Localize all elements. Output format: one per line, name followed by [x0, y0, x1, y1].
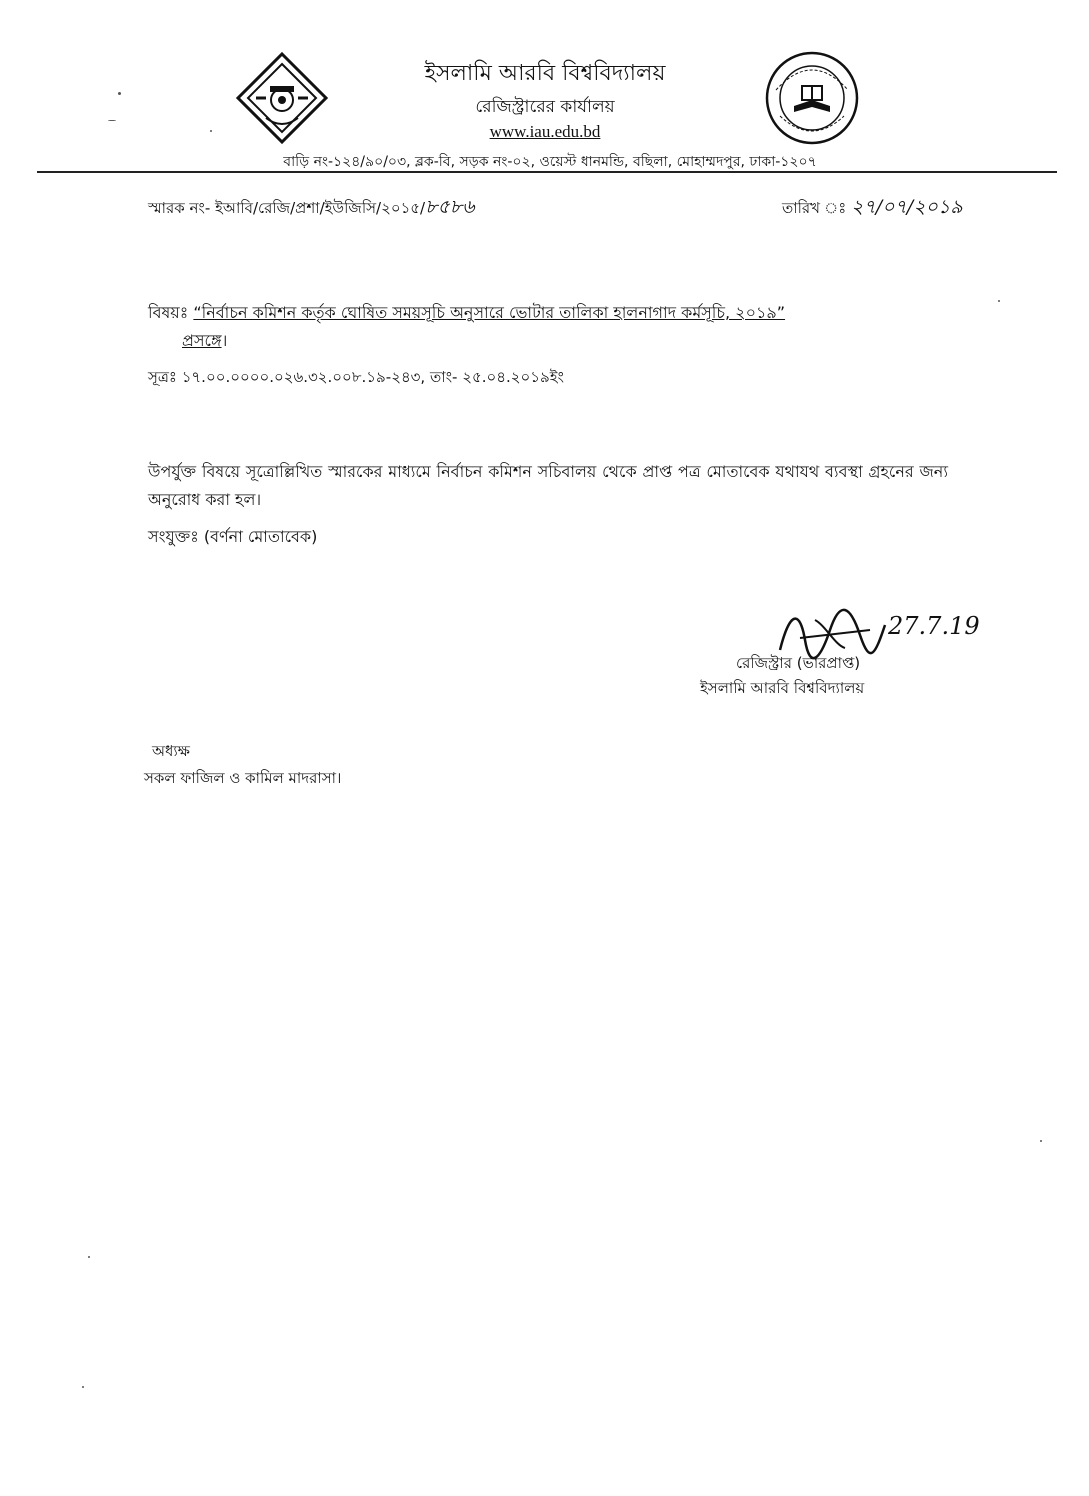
subject-suffix: প্রসঙ্গে [182, 331, 222, 350]
subject-label: বিষয়ঃ [148, 303, 189, 322]
date-handwritten-value: ২৭/০৭/২০১৯ [850, 196, 963, 218]
subject-continuation [182, 328, 227, 355]
scan-speck [88, 1256, 90, 1258]
scan-speck [210, 130, 212, 132]
memo-number [148, 193, 474, 225]
signatory-organization: ইসলামি আরবি বিশ্ববিদ্যালয় [700, 679, 865, 697]
signature-date: 27.7.19 [888, 612, 980, 640]
letter-date [782, 193, 963, 225]
university-name: ইসলামি আরবি বিশ্ববিদ্যালয় [424, 61, 666, 86]
header-divider [37, 171, 1057, 173]
scan-speck [108, 120, 116, 121]
recipient-title: অধ্যক্ষ [152, 742, 190, 760]
subject-text: “নির্বাচন কমিশন কর্তৃক ঘোষিত সময়সূচি অনুসারে ভোটার তালিকা হালনাগাদ কর্মসূচি, ২০১৯” [193, 303, 786, 322]
mujib-borsho-seal-icon [764, 50, 860, 146]
address-line: বাড়ি নং-১২৪/৯০/০৩, ব্লক-বি, সড়ক নং-০২, ওয়েস্ট ধানমন্ডি, বছিলা, মোহাম্মদপুর, ঢাকা-১২০৭ [283, 154, 817, 170]
scan-speck [118, 92, 121, 95]
office-name: রেজিস্ট্রারের কার্যালয় [475, 97, 615, 117]
website-link[interactable]: www.iau.edu.bd [489, 122, 601, 141]
signatory-role: রেজিস্ট্রার (ভারপ্রাপ্ত) [736, 654, 861, 672]
reference-line: সূত্রঃ ১৭.০০.০০০০.০২৬.৩২.০০৮.১৯-২৪৩, তাং- ২৫.০৪.২০১৯ইং [148, 368, 564, 386]
memo-label: স্মারক নং- ইআবি/রেজি/প্রশা/ইউজিসি/২০১৫/ [148, 199, 426, 217]
scan-speck [1040, 1140, 1042, 1142]
scan-speck [998, 300, 1000, 302]
body-paragraph: উপর্যুক্ত বিষয়ে সূত্রোল্লিখিত স্মারকের মাধ্যমে নির্বাচন কমিশন সচিবালয় থেকে প্রাপ্ত পত্র মোতাবেক যথাযথ ব্যবস্থা গ্রহনের জন্য অনুরোধ করা হল। [148, 462, 948, 509]
memo-handwritten-number: ৮৫৮৬ [425, 196, 475, 218]
date-label: তারিখ ঃ [782, 199, 847, 217]
attachment-line: সংযুক্তঃ (বর্ণনা মোতাবেক) [148, 527, 318, 546]
recipient-names: সকল ফাজিল ও কামিল মাদরাসা। [144, 769, 342, 787]
university-seal-icon [236, 52, 328, 144]
subject-suffix-end: । [221, 331, 228, 350]
subject-line [148, 298, 928, 328]
scan-speck [82, 1386, 84, 1388]
